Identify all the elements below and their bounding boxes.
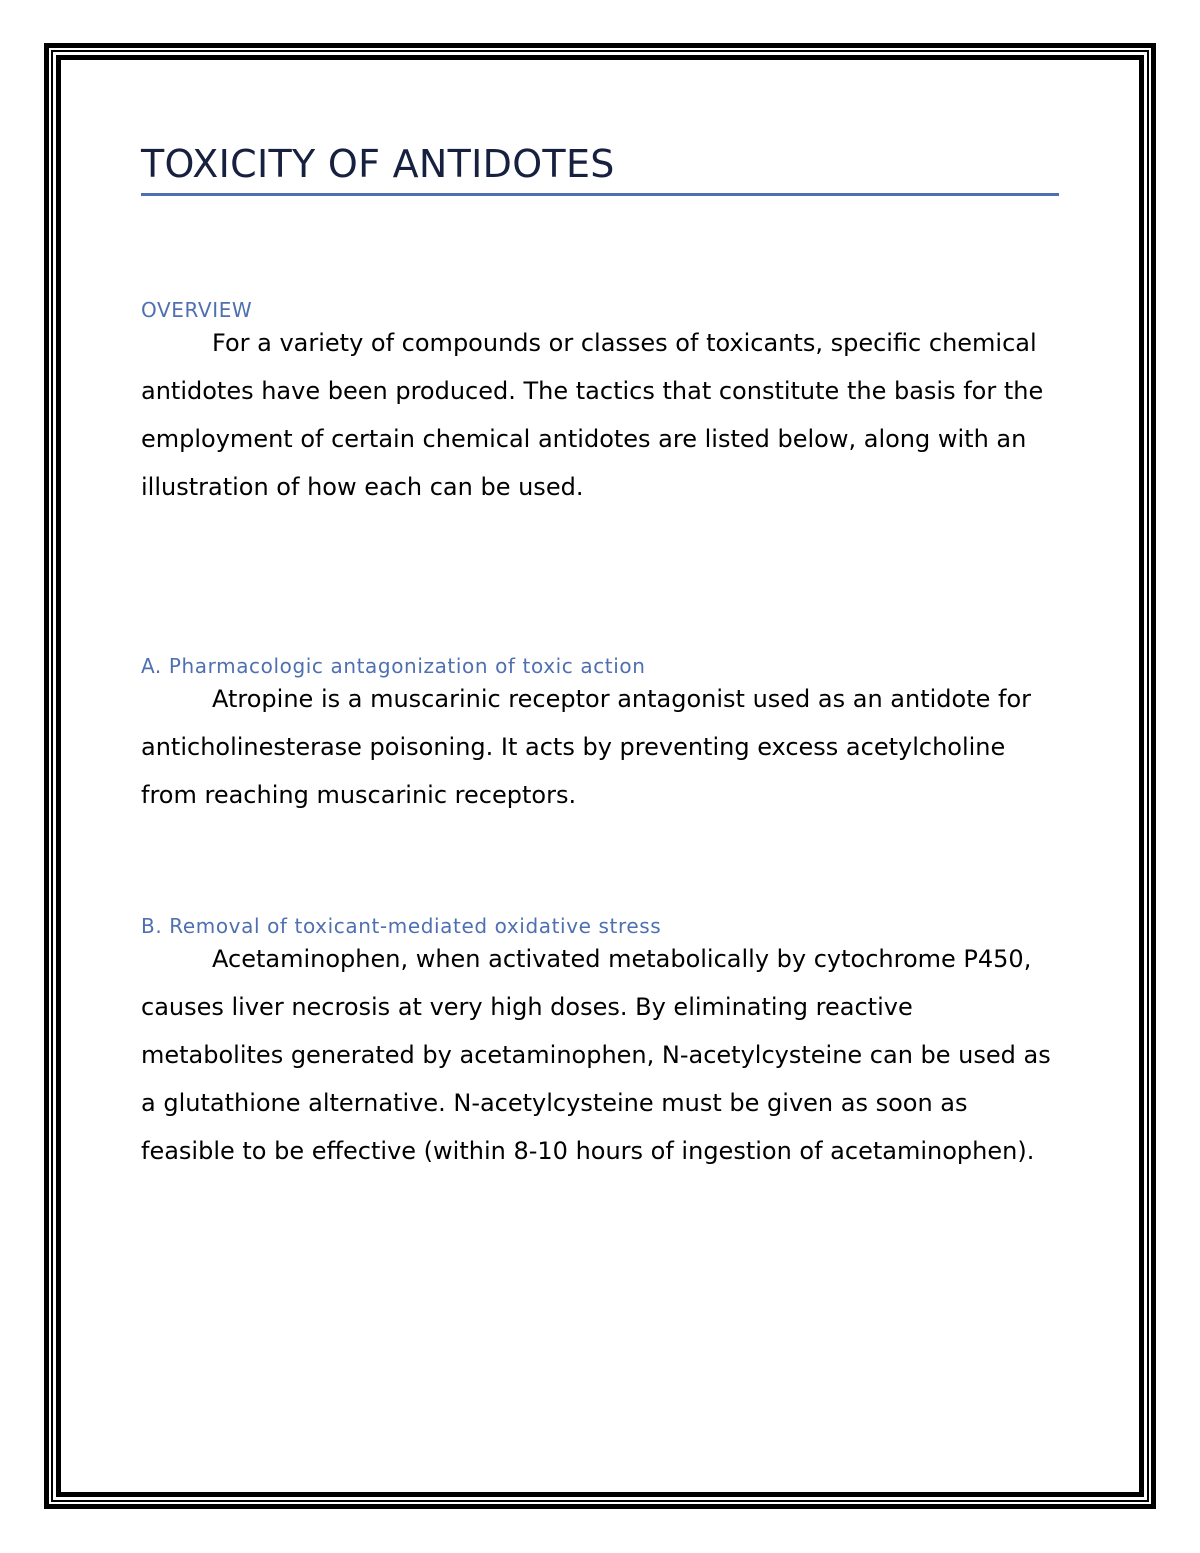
section-body-overview: For a variety of compounds or classes of toxicants, specific chemical antidotes have been produced. The tactics that constitute the basis for the employment of certain chemical antidotes are listed below, along with an illustration of how each can be used. xyxy=(141,329,1044,501)
section-body-oxidative-stress: Acetaminophen, when activated metabolically by cytochrome P450, causes liver necrosis at very high doses. By eliminating reactive metabolites generated by acetaminophen, N-acetylcysteine can be used as a glutathione alternative. N-acetylcysteine must be given as soon as feasible to be effective (within 8-10 hours of ingestion of acetaminophen). xyxy=(141,945,1051,1165)
section-heading-pharmacologic-antagonization: A. Pharmacologic antagonization of toxic action xyxy=(141,654,646,678)
title-underline xyxy=(141,193,1059,196)
section-heading-overview: OVERVIEW xyxy=(141,298,253,322)
document-title: TOXICITY OF ANTIDOTES xyxy=(141,142,615,186)
section-body-pharmacologic-antagonization: Atropine is a muscarinic receptor antagonist used as an antidote for anticholinesterase poisoning. It acts by preventing excess acetylcholine from reaching muscarinic receptors. xyxy=(141,685,1032,809)
section-heading-oxidative-stress: B. Removal of toxicant-mediated oxidative stress xyxy=(141,914,662,938)
